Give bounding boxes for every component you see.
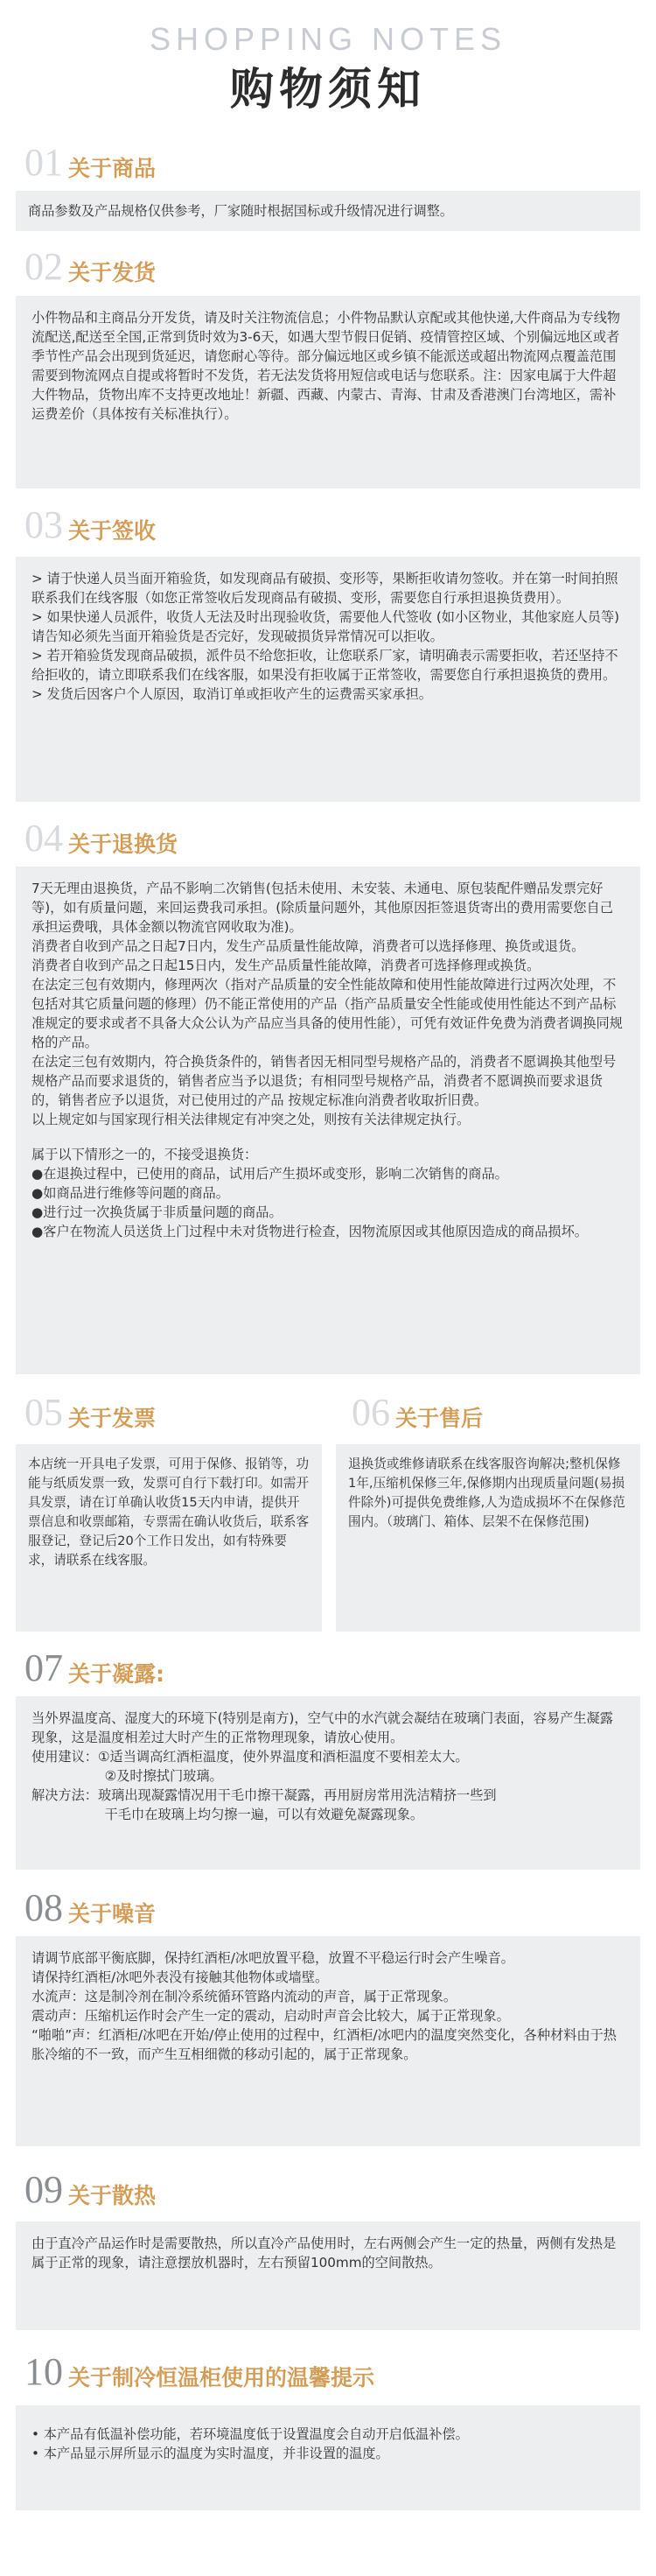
paragraph: 属于以下情形之一的，不接受退换货： xyxy=(31,1147,258,1162)
paragraph: > 若开箱验货发现商品破损，派件员不给您拒收，让您联系厂家，请明确表示需要拒收，若还坚持不给拒收的，请立即联系我们在线客服，如果没有拒收属于正常签收，需要您自行承担退换货的费用。 xyxy=(31,648,618,683)
section-body-signing xyxy=(16,557,640,802)
paragraph: 干毛巾在玻璃上均匀擦一遍，可以有效避免凝露现象。 xyxy=(104,1807,424,1822)
list-item: ●如商品进行维修等问题的商品。 xyxy=(31,1185,229,1201)
section-title-heat xyxy=(24,2168,157,2211)
section-title-product xyxy=(24,141,157,184)
section-number: 05 xyxy=(24,1391,63,1434)
section-label: 关于退换货 xyxy=(68,832,178,857)
section-body-shipping xyxy=(16,296,640,488)
section-body-aftersales xyxy=(336,1444,640,1632)
section-number: 04 xyxy=(24,817,63,860)
section-title-aftersales xyxy=(352,1393,483,1432)
section-number: 06 xyxy=(352,1391,390,1434)
section-body-heat xyxy=(16,2222,640,2330)
header-title-en: SHOPPING NOTES xyxy=(149,21,507,57)
paragraph: 在法定三包有效期内，修理两次（指对产品质量的安全性能故障和使用性能故障进行过两次处理，不包括对其它质量问题的修理）仍不能正常使用的产品（指产品质量安全性能或使用性能达不到产品标准规定的要求或者不具备大众公认为产品应当具备的使用性能），可凭有效证件免费为消费者调换同规格的产品。 xyxy=(31,977,623,1050)
paragraph: 消费者自收到产品之日起7日内，发生产品质量性能故障，消费者可以选择修理、换货或退货。 xyxy=(31,938,585,954)
paragraph: 7天无理由退换货，产品不影响二次销售(包括未使用、未安装、未通电、原包装配件赠品发票完好等)，如有质量问题，来回运费我司承担。(除质量问题外，其他原因拒签退货寄出的费用需要您自己承担运费哦，具体金额以物流官网收取为准)。 xyxy=(31,881,613,935)
section-number: 08 xyxy=(24,1886,63,1929)
section-body-tips xyxy=(16,2405,640,2510)
section-label: 关于签收 xyxy=(68,518,157,544)
section-number: 07 xyxy=(24,1646,63,1689)
list-item: ●在退换过程中，已使用的商品，试用后产生损坏或变形，影响二次销售的商品。 xyxy=(31,1166,508,1182)
section-title-signing xyxy=(24,503,157,546)
section-number: 09 xyxy=(24,2168,63,2211)
paragraph: 由于直冷产品运作时是需要散热，所以直冷产品使用时，左右两侧会产生一定的热量，两侧有发热是属于正常的现象，请注意摆放机器时，左右预留100mm的空间散热。 xyxy=(31,2236,617,2271)
section-label: 关于凝露: xyxy=(68,1661,164,1687)
paragraph: 震动声：压缩机运作时会产生一定的震动，启动时声音会比较大，属于正常现象。 xyxy=(31,2008,510,2024)
section-body-condensation xyxy=(16,1696,640,1870)
section-title-tips xyxy=(24,2350,375,2393)
paragraph: 本店统一开具电子发票，可用于保修、报销等，功能与纸质发票一致，发票可自行下载打印。如需开具发票，请在订单确认收货15天内申请，提供开票信息和收票邮箱，专票需在确认收货后，联系客服登记，登记后20个工作日发出，如有特殊要求，请联系在线客服。 xyxy=(28,1456,310,1568)
section-body-invoice xyxy=(16,1444,322,1632)
paragraph: 小件物品和主商品分开发货，请及时关注物流信息；小件物品默认京配或其他快递,大件商品为专线物流配送,配送至全国,正常到货时效为3-6天，如遇大型节假日促销、疫情管控区域、个别偏远地区或者季节性产品会出现到货延迟，请您耐心等待。部分偏远地区或乡镇不能派送或超出物流网点覆盖范围需要到物流网点自提或将暂时不发货，若无法发货将用短信或电话与您联系。注：因家电属于大件超大件物品，货物出库不支持更改地址！新疆、西藏、内蒙古、青海、甘肃及香港澳门台湾地区，需补运费差价（具体按有关标准执行）。 xyxy=(31,310,621,422)
paragraph: 水流声：这是制冷剂在制冷系统循环管路内流动的声音，属于正常现象。 xyxy=(31,1989,457,2004)
paragraph: > 请于快递人员当面开箱验货，如发现商品有破损、变形等，果断拒收请勿签收。并在第一时间拍照联系我们在线客服（如您正常签收后发现商品有破损、变形，需要您自行承担退换货费用）。 xyxy=(31,571,618,606)
list-item: • 本产品显示屏所显示的温度为实时温度，并非设置的温度。 xyxy=(31,2446,389,2461)
paragraph: “啪啪”声：红酒柜/冰吧在开始/停止使用的过程中，红酒柜/冰吧内的温度突然变化，各种材料由于热胀冷缩的不一致，而产生互相细微的移动引起的，属于正常现象。 xyxy=(31,2027,617,2062)
spacer xyxy=(31,1129,625,1145)
paragraph: 在法定三包有效期内，符合换货条件的，销售者因无相同型号规格产品的，消费者不愿调换其他型号规格产品而要求退货的，销售者应当予以退货；有相同型号规格产品，消费者不愿调换而要求退货的，销售者应予以退货，对已使用过的产品 按规定标准向消费者收取折旧费。 xyxy=(31,1054,617,1108)
section-label: 关于散热 xyxy=(68,2183,157,2208)
section-label: 关于发票 xyxy=(68,1406,157,1431)
section-number: 02 xyxy=(24,245,63,288)
paragraph: ②及时擦拭门玻璃。 xyxy=(104,1768,223,1784)
section-label: 关于发货 xyxy=(68,260,157,285)
paragraph: 消费者自收到产品之日起15日内，发生产品质量性能故障，消费者可选择修理或换货。 xyxy=(31,958,541,973)
section-number: 03 xyxy=(24,503,63,546)
section-title-shipping xyxy=(24,245,157,288)
paragraph: 退换货或维修请联系在线客服咨询解决;整机保修1年,压缩机保修三年,保修期内出现质量问题(易损件除外)可提供免费维修,人为造成损坏不在保修范围内。（玻璃门、箱体、层架不在保修范围) xyxy=(348,1456,625,1529)
section-label: 关于噪音 xyxy=(68,1901,157,1927)
section-title-returns xyxy=(24,819,178,858)
section-body-noise xyxy=(16,1936,640,2146)
paragraph: 使用建议：①适当调高红酒柜温度，使外界温度和酒柜温度不要相差太大。 xyxy=(31,1749,469,1765)
section-label: 关于售后 xyxy=(395,1406,484,1431)
section-body-returns xyxy=(16,867,640,1374)
section-label: 关于商品 xyxy=(68,156,157,181)
paragraph: 解决方法：玻璃出现凝露情况用干毛巾擦干凝露，再用厨房常用洗洁精挤一些到 xyxy=(31,1787,497,1803)
paragraph: 商品参数及产品规格仅供参考，厂家随时根据国标或升级情况进行调整。 xyxy=(28,203,453,219)
list-item: ●客户在物流人员送货上门过程中未对货物进行检查，因物流原因或其他原因造成的商品损坏。 xyxy=(31,1224,588,1239)
header-title-cn: 购物须知 xyxy=(230,64,426,115)
paragraph: 以上规定如与国家现行相关法律规定有冲突之处，则按有关法律规定执行。 xyxy=(31,1112,471,1127)
section-label: 关于制冷恒温柜使用的温馨提示 xyxy=(68,2365,375,2390)
paragraph: > 如果快递人员派件，收货人无法及时出现验收货，需要他人代签收 (如小区物业，其他家庭人员等) 请告知必须先当面开箱验货是否完好，发现破损货异常情况可以拒收。 xyxy=(31,609,620,644)
paragraph: 请保持红酒柜/冰吧外表没有接触其他物体或墙壁。 xyxy=(31,1969,329,1985)
paragraph: > 发货后因客户个人原因，取消订单或拒收产生的运费需买家承担。 xyxy=(31,686,432,702)
paragraph: 请调节底部平衡底脚，保持红酒柜/冰吧放置平稳，放置不平稳运行时会产生噪音。 xyxy=(31,1950,514,1966)
section-title-invoice xyxy=(24,1393,156,1432)
paragraph: 当外界温度高、湿度大的环境下(特别是南方)，空气中的水汽就会凝结在玻璃门表面，容易产生凝露现象，这是温度相差过大时产生的正常物理现象，请放心使用。 xyxy=(31,1710,613,1745)
section-title-condensation xyxy=(24,1646,164,1689)
list-item: ●进行过一次换货属于非质量问题的商品。 xyxy=(31,1204,283,1220)
list-item: • 本产品有低温补偿功能，若环境温度低于设置温度会自动开启低温补偿。 xyxy=(31,2426,469,2442)
section-number: 01 xyxy=(24,141,63,184)
section-title-noise xyxy=(24,1886,157,1929)
section-body-product xyxy=(16,191,640,231)
section-number: 10 xyxy=(24,2350,63,2393)
